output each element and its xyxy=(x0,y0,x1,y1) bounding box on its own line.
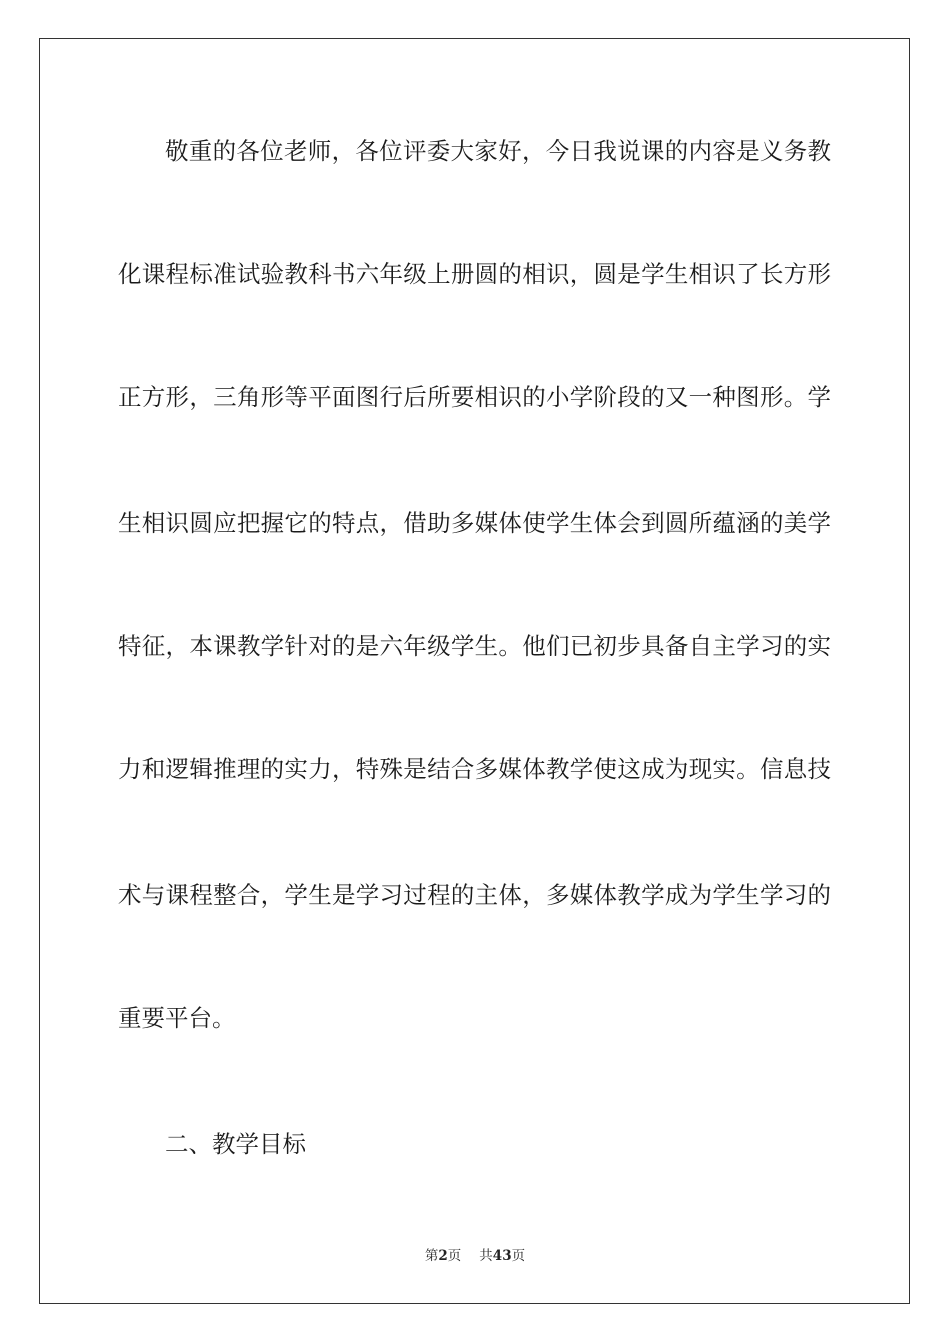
footer-total-suffix: 页 xyxy=(511,1248,526,1264)
footer-page-suffix: 页 xyxy=(447,1248,462,1264)
footer-page-prefix: 第 xyxy=(424,1248,439,1264)
footer-total-prefix: 共 xyxy=(479,1248,493,1264)
paragraph-line-3: 正方形，三角形等平面图行后所要相识的小学阶段的又一种图形。学 xyxy=(118,383,831,411)
paragraph-line-5: 特征，本课教学针对的是六年级学生。他们已初步具备自主学习的实 xyxy=(118,632,831,660)
footer-page-number: 2 xyxy=(438,1248,448,1264)
paragraph-line-1: 敬重的各位老师，各位评委大家好，今日我说课的内容是义务教 xyxy=(165,137,831,165)
page-border xyxy=(39,38,910,1304)
footer-total-pages: 43 xyxy=(492,1248,512,1264)
paragraph-line-6: 力和逻辑推理的实力，特殊是结合多媒体教学使这成为现实。信息技 xyxy=(118,755,831,783)
paragraph-line-8: 重要平台。 xyxy=(118,1004,236,1032)
section-heading: 二、教学目标 xyxy=(165,1130,306,1158)
paragraph-line-7: 术与课程整合，学生是学习过程的主体，多媒体教学成为学生学习的 xyxy=(118,881,831,909)
page-footer xyxy=(0,1246,950,1266)
paragraph-line-4: 生相识圆应把握它的特点，借助多媒体使学生体会到圆所蕴涵的美学 xyxy=(118,509,831,537)
paragraph-line-2: 化课程标准试验教科书六年级上册圆的相识，圆是学生相识了长方形 xyxy=(118,260,831,288)
